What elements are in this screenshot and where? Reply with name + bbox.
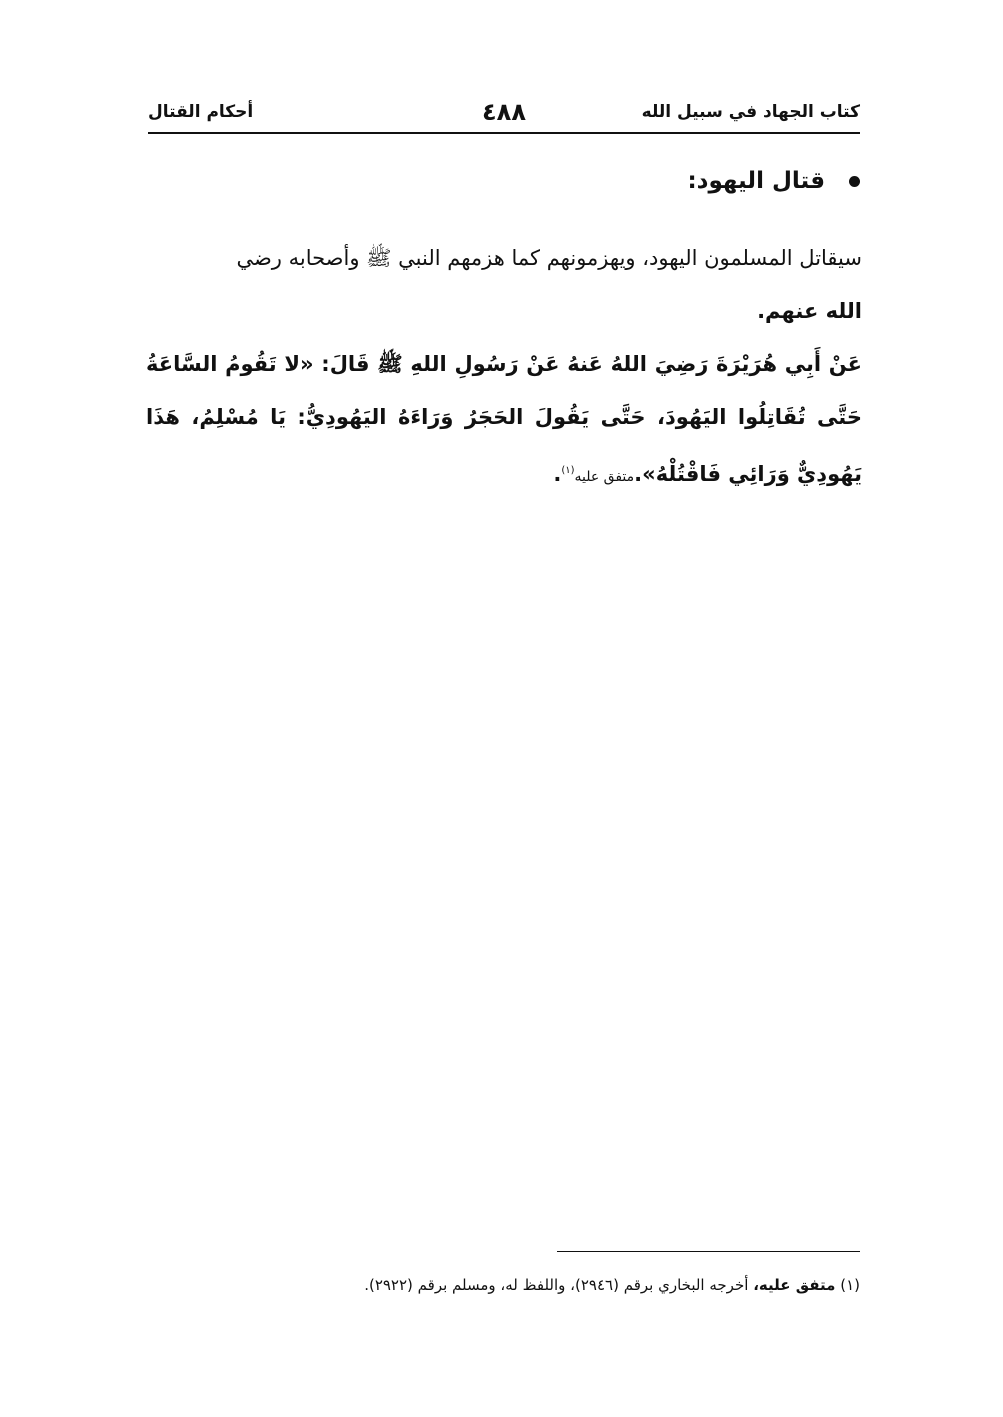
- footnote-marker[interactable]: (١): [561, 465, 575, 476]
- footnote: [364, 1276, 860, 1294]
- intro-paragraph: [146, 232, 862, 338]
- intro-end: الله عنهم.: [757, 299, 862, 323]
- page-header: [148, 98, 860, 134]
- hadith-paragraph: [146, 338, 862, 504]
- hadith-source: متفق عليه: [574, 469, 635, 485]
- hadith-text: عَنْ أَبِي هُرَيْرَةَ رَضِيَ اللهُ عَنهُ عَنْ رَسُولِ اللهِ ﷺ قَالَ: «لا تَقُومُ السَّاعَةُ حَتَّى تُقَاتِلُوا اليَهُودَ، حَتَّى يَقُولَ الحَجَرُ وَرَاءَهُ اليَهُودِيُّ: يَا مُسْلِمُ، هَذَا يَهُودِيٌّ وَرَائِي فَاقْتُلْهُ».: [146, 352, 862, 486]
- intro-text: سيقاتل المسلمون اليهود، ويهزمونهم كما هزمهم النبي ﷺ وأصحابه رضي: [236, 246, 862, 270]
- hadith-end-punct: .: [553, 462, 562, 486]
- footnote-bold-lead: متفق عليه،: [753, 1276, 836, 1294]
- page-number: ٤٨٨: [482, 98, 526, 126]
- book-title: كتاب الجهاد في سبيل الله: [641, 102, 860, 122]
- section-title-text: قتال اليهود:: [687, 168, 825, 194]
- chapter-title: أحكام القتال: [148, 102, 254, 122]
- footnote-text: أخرجه البخاري برقم (٢٩٤٦)، واللفظ له، ومسلم برقم (٢٩٢٢).: [364, 1276, 749, 1294]
- bullet-icon: [849, 176, 860, 187]
- section-heading: [687, 168, 860, 194]
- footnote-number: (١): [840, 1276, 860, 1294]
- footnote-divider: [557, 1251, 860, 1252]
